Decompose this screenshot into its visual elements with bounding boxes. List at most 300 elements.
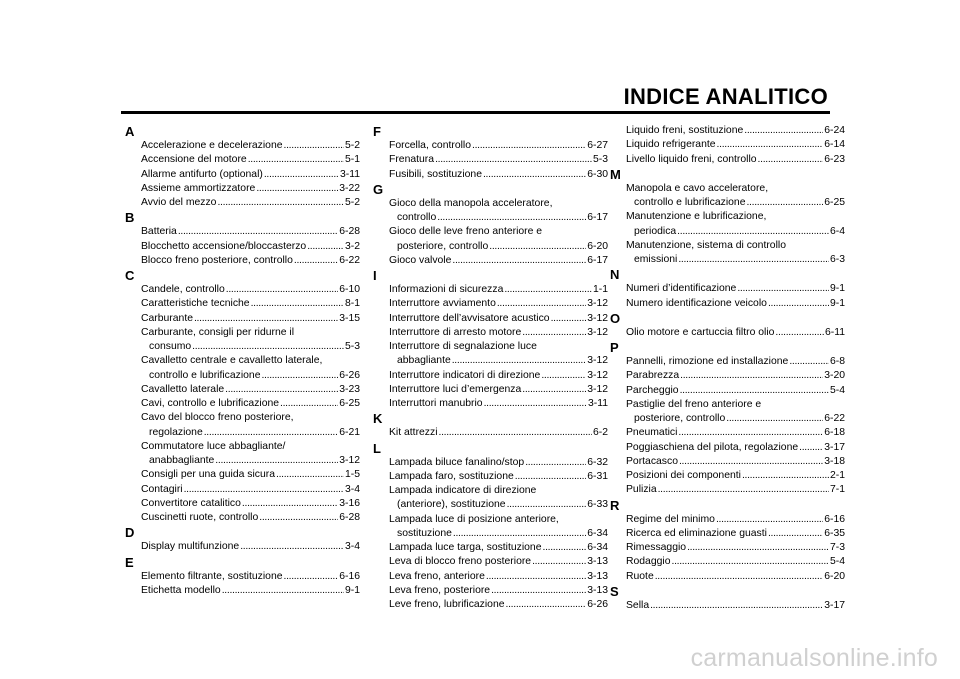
index-entry-page: 3-12 <box>587 383 608 395</box>
index-entry-text: Convertitore catalitico <box>141 497 241 509</box>
index-entry <box>373 383 608 397</box>
index-entry <box>610 513 845 527</box>
dot-leader <box>284 139 344 153</box>
dot-leader <box>242 497 338 511</box>
dot-leader <box>677 225 829 239</box>
dot-leader <box>226 283 338 297</box>
index-entry <box>610 469 845 483</box>
index-entry <box>610 210 845 224</box>
index-entry-page: 6-21 <box>339 426 360 438</box>
index-entry-text: Interruttore luci d’emergenza <box>389 383 522 395</box>
watermark: carmanualsonline.info <box>690 644 938 672</box>
index-entry-text: Fusibili, sostituzione <box>389 168 482 180</box>
index-entry-text: Forcella, controllo <box>389 140 472 151</box>
index-entry <box>373 527 608 541</box>
dot-leader <box>758 153 824 167</box>
index-entry-text: Gioco delle leve freno anteriore e <box>389 226 543 238</box>
index-entry <box>610 541 845 555</box>
index-entry-text: Ricerca ed eliminazione guasti <box>626 527 767 539</box>
index-entry-text: Consigli per una guida sicura <box>141 469 276 481</box>
index-entry-text: Cavo del blocco freno posteriore, <box>141 412 294 424</box>
index-entry-text: Carburante, consigli per ridurne il <box>141 326 295 338</box>
dot-leader <box>472 139 586 153</box>
index-entry <box>125 540 360 554</box>
dot-leader <box>515 470 586 484</box>
index-entry-page: 6-24 <box>824 125 845 136</box>
index-entry <box>373 312 608 326</box>
index-entry <box>125 383 360 397</box>
dot-leader <box>789 355 829 369</box>
index-entry-text: Leve freno, lubrificazione <box>389 599 505 610</box>
index-entry-text: consumo <box>149 341 192 352</box>
index-entry <box>125 312 360 326</box>
index-entry-page: 6-34 <box>587 527 608 539</box>
dot-leader <box>225 383 338 397</box>
index-entry-text: Cuscinetti ruote, controllo <box>141 512 259 523</box>
dot-leader <box>307 240 344 254</box>
index-entry <box>125 139 360 153</box>
index-entry <box>610 455 845 469</box>
index-entry-text: Interruttori manubrio <box>389 398 483 409</box>
index-entry-page: 3-16 <box>339 497 360 509</box>
index-entry-text: Assieme ammortizzatore <box>141 182 256 194</box>
dot-leader <box>491 584 586 598</box>
index-entry-page: 2-1 <box>829 470 845 481</box>
index-entry-page: 3-2 <box>344 240 360 252</box>
dot-leader <box>483 168 586 182</box>
index-entry-page: 6-16 <box>824 513 845 525</box>
index-entry <box>373 598 608 612</box>
index-entry <box>373 570 608 584</box>
dot-leader <box>650 599 823 613</box>
index-entry-page: 6-22 <box>339 254 360 266</box>
index-entry-page: 3-12 <box>587 369 608 381</box>
index-entry-page: 6-17 <box>587 254 608 266</box>
index-entry-page: 7-3 <box>829 542 845 553</box>
index-entry <box>373 153 608 167</box>
index-entry-text: Allarme antifurto (optional) <box>141 168 263 180</box>
index-entry-page: 6-23 <box>824 153 845 165</box>
index-entry-page: 1-1 <box>592 284 608 295</box>
index-entry-text: Gioco della manopola acceleratore, <box>389 197 553 209</box>
index-entry-text: Liquido freni, sostituzione <box>626 125 744 136</box>
index-entry <box>610 412 845 426</box>
dot-leader <box>507 498 587 512</box>
dot-leader <box>489 240 586 254</box>
index-entry <box>373 240 608 254</box>
index-entry-text: emissioni <box>634 254 678 265</box>
index-entry <box>125 483 360 497</box>
index-entry-page: 6-26 <box>339 369 360 381</box>
index-entry-text: Posizioni dei componenti <box>626 470 741 481</box>
index-entry-text: Accensione del motore <box>141 154 247 166</box>
index-entry <box>125 411 360 425</box>
index-entry-page: 3-15 <box>339 312 360 324</box>
index-entry <box>373 369 608 383</box>
index-entry-page: 9-1 <box>344 584 360 596</box>
index-entry-page: 6-34 <box>587 542 608 553</box>
index-entry <box>125 584 360 598</box>
dot-leader <box>768 297 829 311</box>
index-letter-heading: S <box>610 583 619 599</box>
index-entry <box>610 326 845 340</box>
dot-leader <box>453 527 586 541</box>
title-rule <box>121 111 830 114</box>
index-entry-text: Numeri d’identificazione <box>626 283 737 295</box>
index-entry-text: Interruttore indicatori di direzione <box>389 369 541 381</box>
index-entry-text: Leva di blocco freno posteriore <box>389 556 532 568</box>
index-entry <box>610 384 845 398</box>
index-entry <box>373 513 608 527</box>
index-entry-page: 3-12 <box>339 455 360 466</box>
index-entry-text: Sella <box>626 599 650 611</box>
page-title: INDICE ANALITICO <box>623 84 828 109</box>
index-entry-page: 3-12 <box>587 326 608 338</box>
index-entry <box>373 168 608 182</box>
dot-leader <box>276 468 344 482</box>
index-entry <box>610 297 845 311</box>
index-entry-text: Cavalletto centrale e cavalletto laterale, <box>141 355 323 367</box>
index-entry <box>373 470 608 484</box>
index-entry-text: controllo e lubrificazione <box>149 369 261 381</box>
index-entry-text: Lampada indicatore di direzione <box>389 485 537 496</box>
dot-leader <box>768 527 823 541</box>
dot-leader <box>256 182 338 196</box>
index-entry-text: Lampada luce di posizione anteriore, <box>389 513 559 525</box>
index-entry-text: Interruttore dell’avvisatore acustico <box>389 312 550 324</box>
index-letter-heading: O <box>610 310 621 326</box>
dot-leader <box>192 340 344 354</box>
index-letter-heading: C <box>125 268 135 283</box>
index-entry <box>610 153 845 167</box>
index-letter-heading: I <box>373 268 377 283</box>
index-entry-page: 6-33 <box>587 499 608 511</box>
index-letter-heading: M <box>610 166 621 182</box>
index-entry-page: 6-4 <box>829 225 845 237</box>
dot-leader <box>222 584 344 598</box>
index-entry <box>125 570 360 584</box>
index-column-3 <box>610 124 845 613</box>
index-entry-page: 3-20 <box>824 370 845 382</box>
index-entry-page: 6-14 <box>824 139 845 151</box>
index-entry <box>610 253 845 267</box>
dot-leader <box>506 598 587 612</box>
index-entry <box>125 397 360 411</box>
index-entry <box>125 426 360 440</box>
index-entry-page: 6-26 <box>587 599 608 610</box>
dot-leader <box>716 513 823 527</box>
index-entry <box>610 196 845 210</box>
index-entry <box>125 369 360 383</box>
index-entry-text: Cavi, controllo e lubrificazione <box>141 398 280 409</box>
index-entry <box>610 599 845 613</box>
index-entry-page: 6-8 <box>829 356 845 367</box>
index-entry-text: Pulizia <box>626 484 657 496</box>
index-entry-text: Lampada biluce fanalino/stop <box>389 456 525 468</box>
index-entry-text: Informazioni di sicurezza <box>389 284 504 295</box>
index-entry-text: Manutenzione e lubrificazione, <box>626 211 767 223</box>
index-entry-page: 5-2 <box>344 197 360 208</box>
index-entry-page: 3-11 <box>587 398 608 409</box>
index-entry-page: 3-13 <box>587 556 608 568</box>
dot-leader <box>775 326 824 340</box>
dot-leader <box>799 441 823 455</box>
index-entry <box>373 254 608 268</box>
dot-leader <box>280 397 338 411</box>
index-entry-page: 3-12 <box>587 312 608 324</box>
index-entry <box>125 354 360 368</box>
index-entry-page: 6-17 <box>587 212 608 223</box>
index-entry-text: Livello liquido freni, controllo <box>626 153 757 165</box>
index-entry <box>373 555 608 569</box>
dot-leader <box>452 254 586 268</box>
dot-leader <box>248 153 344 167</box>
index-entry <box>125 225 360 239</box>
dot-leader <box>194 312 338 326</box>
index-column-1 <box>125 124 360 598</box>
index-entry-text: Liquido refrigerante <box>626 139 716 151</box>
index-entry <box>610 570 845 584</box>
index-entry-text: anabbagliante <box>149 455 215 466</box>
index-entry-text: Leva freno, anteriore <box>389 570 485 582</box>
index-entry <box>610 483 845 497</box>
index-entry-page: 9-1 <box>829 283 845 295</box>
index-entry-text: sostituzione <box>397 527 452 539</box>
index-entry-text: Candele, controllo <box>141 284 225 295</box>
dot-leader <box>678 426 823 440</box>
index-entry-text: Olio motore e cartuccia filtro olio <box>626 326 775 338</box>
index-entry-text: controllo <box>397 212 437 223</box>
index-entry-page: 6-35 <box>824 527 845 539</box>
dot-leader <box>294 254 338 268</box>
index-entry <box>373 456 608 470</box>
index-entry-text: Rodaggio <box>626 556 671 568</box>
dot-leader <box>497 297 586 311</box>
dot-leader <box>261 369 338 383</box>
index-letter-heading: E <box>125 554 134 570</box>
index-entry-page: 6-20 <box>587 240 608 252</box>
index-entry-page: 6-20 <box>824 570 845 582</box>
index-entry <box>373 354 608 368</box>
index-entry <box>125 326 360 340</box>
dot-leader <box>658 483 829 497</box>
index-entry-page: 8-1 <box>344 298 360 310</box>
dot-leader <box>264 168 339 182</box>
index-entry <box>610 225 845 239</box>
index-letter-heading: F <box>373 124 381 139</box>
index-entry <box>373 197 608 211</box>
index-entry-text: Portacasco <box>626 455 678 467</box>
dot-leader <box>726 412 823 426</box>
index-entry <box>125 440 360 454</box>
index-entry <box>610 355 845 369</box>
dot-leader <box>525 456 586 470</box>
index-entry <box>125 254 360 268</box>
index-entry <box>373 211 608 225</box>
index-entry <box>610 239 845 253</box>
index-entry-text: Batteria <box>141 226 177 238</box>
index-entry-page: 3-18 <box>824 455 845 467</box>
index-entry-page: 3-12 <box>587 298 608 310</box>
index-entry-page: 6-30 <box>587 168 608 180</box>
index-letter-heading: A <box>125 124 135 139</box>
index-entry <box>373 225 608 239</box>
dot-leader <box>178 225 338 239</box>
index-entry-text: Poggiaschiena del pilota, regolazione <box>626 441 799 453</box>
index-entry <box>373 426 608 440</box>
index-entry-text: Interruttore avviamento <box>389 298 496 310</box>
index-entry-page: 6-10 <box>339 284 360 295</box>
index-entry-text: Elemento filtrante, sostituzione <box>141 570 283 582</box>
index-entry <box>373 340 608 354</box>
index-entry <box>125 240 360 254</box>
index-entry <box>373 326 608 340</box>
dot-leader <box>543 541 587 555</box>
index-entry-page: 3-4 <box>344 483 360 495</box>
dot-leader <box>679 455 823 469</box>
index-entry-text: Pneumatici <box>626 427 678 439</box>
index-entry-page: 7-1 <box>829 484 845 496</box>
index-entry <box>373 498 608 512</box>
index-entry-text: regolazione <box>149 426 203 438</box>
index-entry-page: 6-3 <box>829 254 845 265</box>
index-entry <box>125 511 360 525</box>
dot-leader <box>486 570 586 584</box>
dot-leader <box>744 124 823 138</box>
dot-leader <box>284 570 339 584</box>
index-entry <box>610 426 845 440</box>
index-entry <box>373 541 608 555</box>
index-entry <box>610 527 845 541</box>
index-entry-page: 6-28 <box>339 512 360 523</box>
index-column-2 <box>373 124 608 612</box>
dot-leader <box>678 253 829 267</box>
index-entry-text: Manopola e cavo acceleratore, <box>626 182 769 194</box>
index-entry <box>125 468 360 482</box>
index-entry-text: Numero identificazione veicolo <box>626 297 767 309</box>
index-entry-page: 5-3 <box>592 154 608 166</box>
dot-leader <box>742 469 829 483</box>
index-letter-heading: G <box>373 181 384 197</box>
index-letter-heading: P <box>610 340 619 355</box>
index-entry-text: Leva freno, posteriore <box>389 584 491 596</box>
index-entry-page: 6-22 <box>824 413 845 424</box>
index-entry-page: 3-11 <box>339 168 360 180</box>
index-entry-text: Cavalletto laterale <box>141 383 225 395</box>
dot-leader <box>439 426 592 440</box>
index-entry-text: Etichetta modello <box>141 584 221 596</box>
index-entry-page: 5-3 <box>344 341 360 352</box>
index-entry-page: 3-13 <box>587 584 608 596</box>
dot-leader <box>680 369 823 383</box>
index-entry-text: Blocco freno posteriore, controllo <box>141 254 293 266</box>
index-entry-text: Commutatore luce abbagliante/ <box>141 440 286 452</box>
index-entry-text: Lampada faro, sostituzione <box>389 470 514 482</box>
dot-leader <box>240 540 344 554</box>
index-entry <box>125 182 360 196</box>
dot-leader <box>737 282 829 296</box>
dot-leader <box>184 483 344 497</box>
dot-leader <box>204 426 338 440</box>
index-entry-text: Avvio del mezzo <box>141 197 217 208</box>
index-entry-page: 3-17 <box>824 599 845 611</box>
index-entry-text: Rimessaggio <box>626 542 687 553</box>
dot-leader <box>217 196 344 210</box>
index-entry <box>610 182 845 196</box>
index-entry-text: Interruttore di segnalazione luce <box>389 341 537 352</box>
index-entry-text: posteriore, controllo <box>397 240 489 252</box>
index-entry-page: 5-4 <box>829 556 845 568</box>
dot-leader <box>680 384 829 398</box>
dot-leader <box>484 397 587 411</box>
dot-leader <box>435 153 592 167</box>
index-entry-page: 6-18 <box>824 427 845 439</box>
index-entry-text: Interruttore di arresto motore <box>389 326 522 338</box>
index-entry-text: Accelerazione e decelerazione <box>141 140 283 151</box>
index-entry-page: 3-22 <box>339 182 360 194</box>
dot-leader <box>522 383 586 397</box>
dot-leader <box>259 511 338 525</box>
index-entry-page: 9-1 <box>829 297 845 309</box>
index-entry-text: Pannelli, rimozione ed installazione <box>626 356 789 367</box>
index-entry-page: 3-17 <box>824 441 845 453</box>
index-entry-page: 6-25 <box>339 398 360 409</box>
dot-leader <box>522 326 586 340</box>
index-entry-page: 5-4 <box>829 384 845 396</box>
dot-leader <box>551 312 587 326</box>
index-entry-text: Display multifunzione <box>141 541 240 553</box>
index-entry-page: 5-2 <box>344 140 360 151</box>
index-entry-text: Regime del minimo <box>626 513 715 525</box>
index-entry-text: Kit attrezzi <box>389 427 438 439</box>
index-entry-page: 6-2 <box>592 427 608 439</box>
index-entry-text: Caratteristiche tecniche <box>141 298 250 310</box>
index-entry <box>610 369 845 383</box>
index-letter-heading: N <box>610 267 620 283</box>
index-entry-page: 1-5 <box>344 469 360 481</box>
index-entry <box>373 484 608 498</box>
index-entry-page: 6-32 <box>587 456 608 468</box>
index-entry <box>373 584 608 598</box>
index-entry-text: Carburante <box>141 312 193 324</box>
index-entry-page: 6-16 <box>339 570 360 582</box>
index-entry-page: 3-4 <box>344 541 360 553</box>
index-entry-page: 3-13 <box>587 570 608 582</box>
index-entry-text: Frenatura <box>389 154 435 166</box>
index-entry <box>125 153 360 167</box>
dot-leader <box>532 555 586 569</box>
dot-leader <box>541 369 586 383</box>
index-entry <box>125 497 360 511</box>
index-letter-heading: K <box>373 411 383 427</box>
dot-leader <box>251 297 344 311</box>
dot-leader <box>437 211 586 225</box>
index-entry <box>610 398 845 412</box>
index-entry-text: posteriore, controllo <box>634 413 726 424</box>
index-entry <box>373 139 608 153</box>
index-entry-page: 5-1 <box>344 154 360 166</box>
index-entry-text: (anteriore), sostituzione <box>397 499 506 511</box>
dot-leader <box>717 138 824 152</box>
index-entry-page: 6-28 <box>339 226 360 238</box>
index-entry <box>610 138 845 152</box>
dot-leader <box>672 555 829 569</box>
index-entry <box>373 283 608 297</box>
index-entry <box>610 555 845 569</box>
dot-leader <box>504 283 592 297</box>
index-entry-page: 3-23 <box>339 383 360 395</box>
index-letter-heading: B <box>125 210 135 226</box>
